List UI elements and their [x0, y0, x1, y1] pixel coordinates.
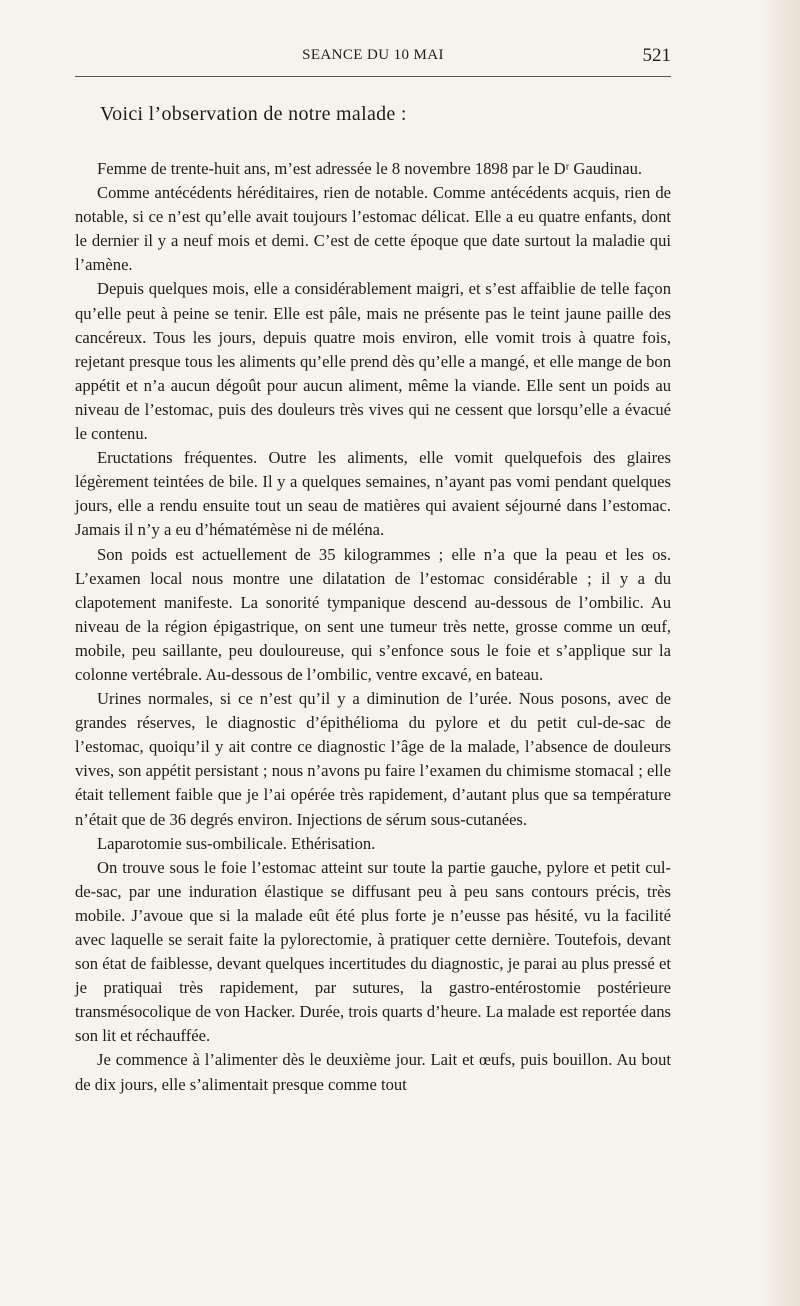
- paragraph: Laparotomie sus-ombilicale. Ethérisation.: [97, 833, 376, 853]
- paragraph: Urines normales, si ce n’est qu’il y a diminution de l’urée. Nous posons, avec de grandes réserves, le diagnostic d’épithélioma du pylore et du petit cul-de-sac de l’estomac, quoiqu’il y ait contre ce diagnostic l’âge de la malade, l’absence de douleurs vives, son appétit persistant ; nous n’avons pu faire l’examen du chimisme stomacal ; elle était tellement faible que je l’ai opérée très rapidement, d’autant plus que sa température n’était que de 36 degrés environ. Injections de sérum sous-cutanées.: [75, 689, 671, 829]
- paragraph: On trouve sous le foie l’estomac atteint sur toute la partie gauche, pylore et petit cul-de-sac, par une induration élastique se diffusant peu à peu sans contours précis, très mobile. J’avoue que si la malade eût été plus forte je n’eusse pas hésité, vu la facilité avec laquelle se serait faite la pylorectomie, à pratiquer cette dernière. Toutefois, devant son état de faiblesse, devant quelques incertitudes du diagnostic, je parai au plus pressé et je pratiquai très rapidement, par sutures, la gastro-entérostomie postérieure transmésocolique de von Hacker. Durée, trois quarts d’heure. La malade est reportée dans son lit et réchauffée.: [75, 857, 671, 1046]
- paragraph: Depuis quelques mois, elle a considérablement maigri, et s’est affaiblie de telle façon qu’elle peut à peine se tenir. Elle est pâle, mais ne présente pas le teint jaune paille des cancéreux. Tous les jours, depuis quatre mois environ, elle vomit trois à quatre fois, rejetant presque tous les aliments qu’elle prend dès qu’elle a mangé, et elle mange de bon appétit et n’a aucun dégoût pour aucun aliment, même la viande. Elle sent un poids au niveau de l’estomac, puis des douleurs très vives qui ne cessent que lorsqu’elle a évacué le contenu.: [75, 279, 671, 444]
- paragraph: Femme de trente-huit ans, m’est adressée le 8 novembre 1898 par le Dʳ Gaudinau.: [97, 159, 643, 178]
- body-text: [75, 157, 671, 1097]
- header-rule: [75, 76, 671, 77]
- page-edge-shading: [760, 0, 800, 1306]
- paragraph: Comme antécédents héréditaires, rien de notable. Comme antécédents acquis, rien de notable, si ce n’est qu’elle avait toujours l’estomac délicat. Elle a eu quatre enfants, dont le dernier il y a neuf mois et demi. C’est de cette époque que date surtout la maladie qui l’amène.: [75, 183, 671, 275]
- lead-sentence: Voici l’observation de notre malade :: [100, 103, 407, 125]
- paragraph: Son poids est actuellement de 35 kilogrammes ; elle n’a que la peau et les os. L’examen local nous montre une dilatation de l’estomac considérable ; il y a du clapotement manifeste. La sonorité tympanique descend au-dessous de l’ombilic. Au niveau de la région épigastrique, on sent une tumeur très nette, grosse comme un œuf, mobile, peu saillante, peu douloureuse, qui s’enfonce sous le foie et s’applique sur la colonne vertébrale. Au-dessous de l’ombilic, ventre excavé, en bateau.: [75, 544, 671, 684]
- running-title: SEANCE DU 10 MAI: [302, 47, 444, 63]
- paragraph: Eructations fréquentes. Outre les aliments, elle vomit quelquefois des glaires légèrement teintées de bile. Il y a quelques semaines, n’ayant pas vomi pendant quelques jours, elle a rendu ensuite tout un seau de matières qui avaient séjourné dans l’estomac. Jamais il n’y a eu d’hématémèse ni de méléna.: [75, 448, 671, 540]
- page-number: 521: [642, 45, 671, 66]
- paragraph: Je commence à l’alimenter dès le deuxième jour. Lait et œufs, puis bouillon. Au bout de dix jours, elle s’alimentait presque comme tout: [75, 1050, 671, 1094]
- running-head: [75, 47, 671, 71]
